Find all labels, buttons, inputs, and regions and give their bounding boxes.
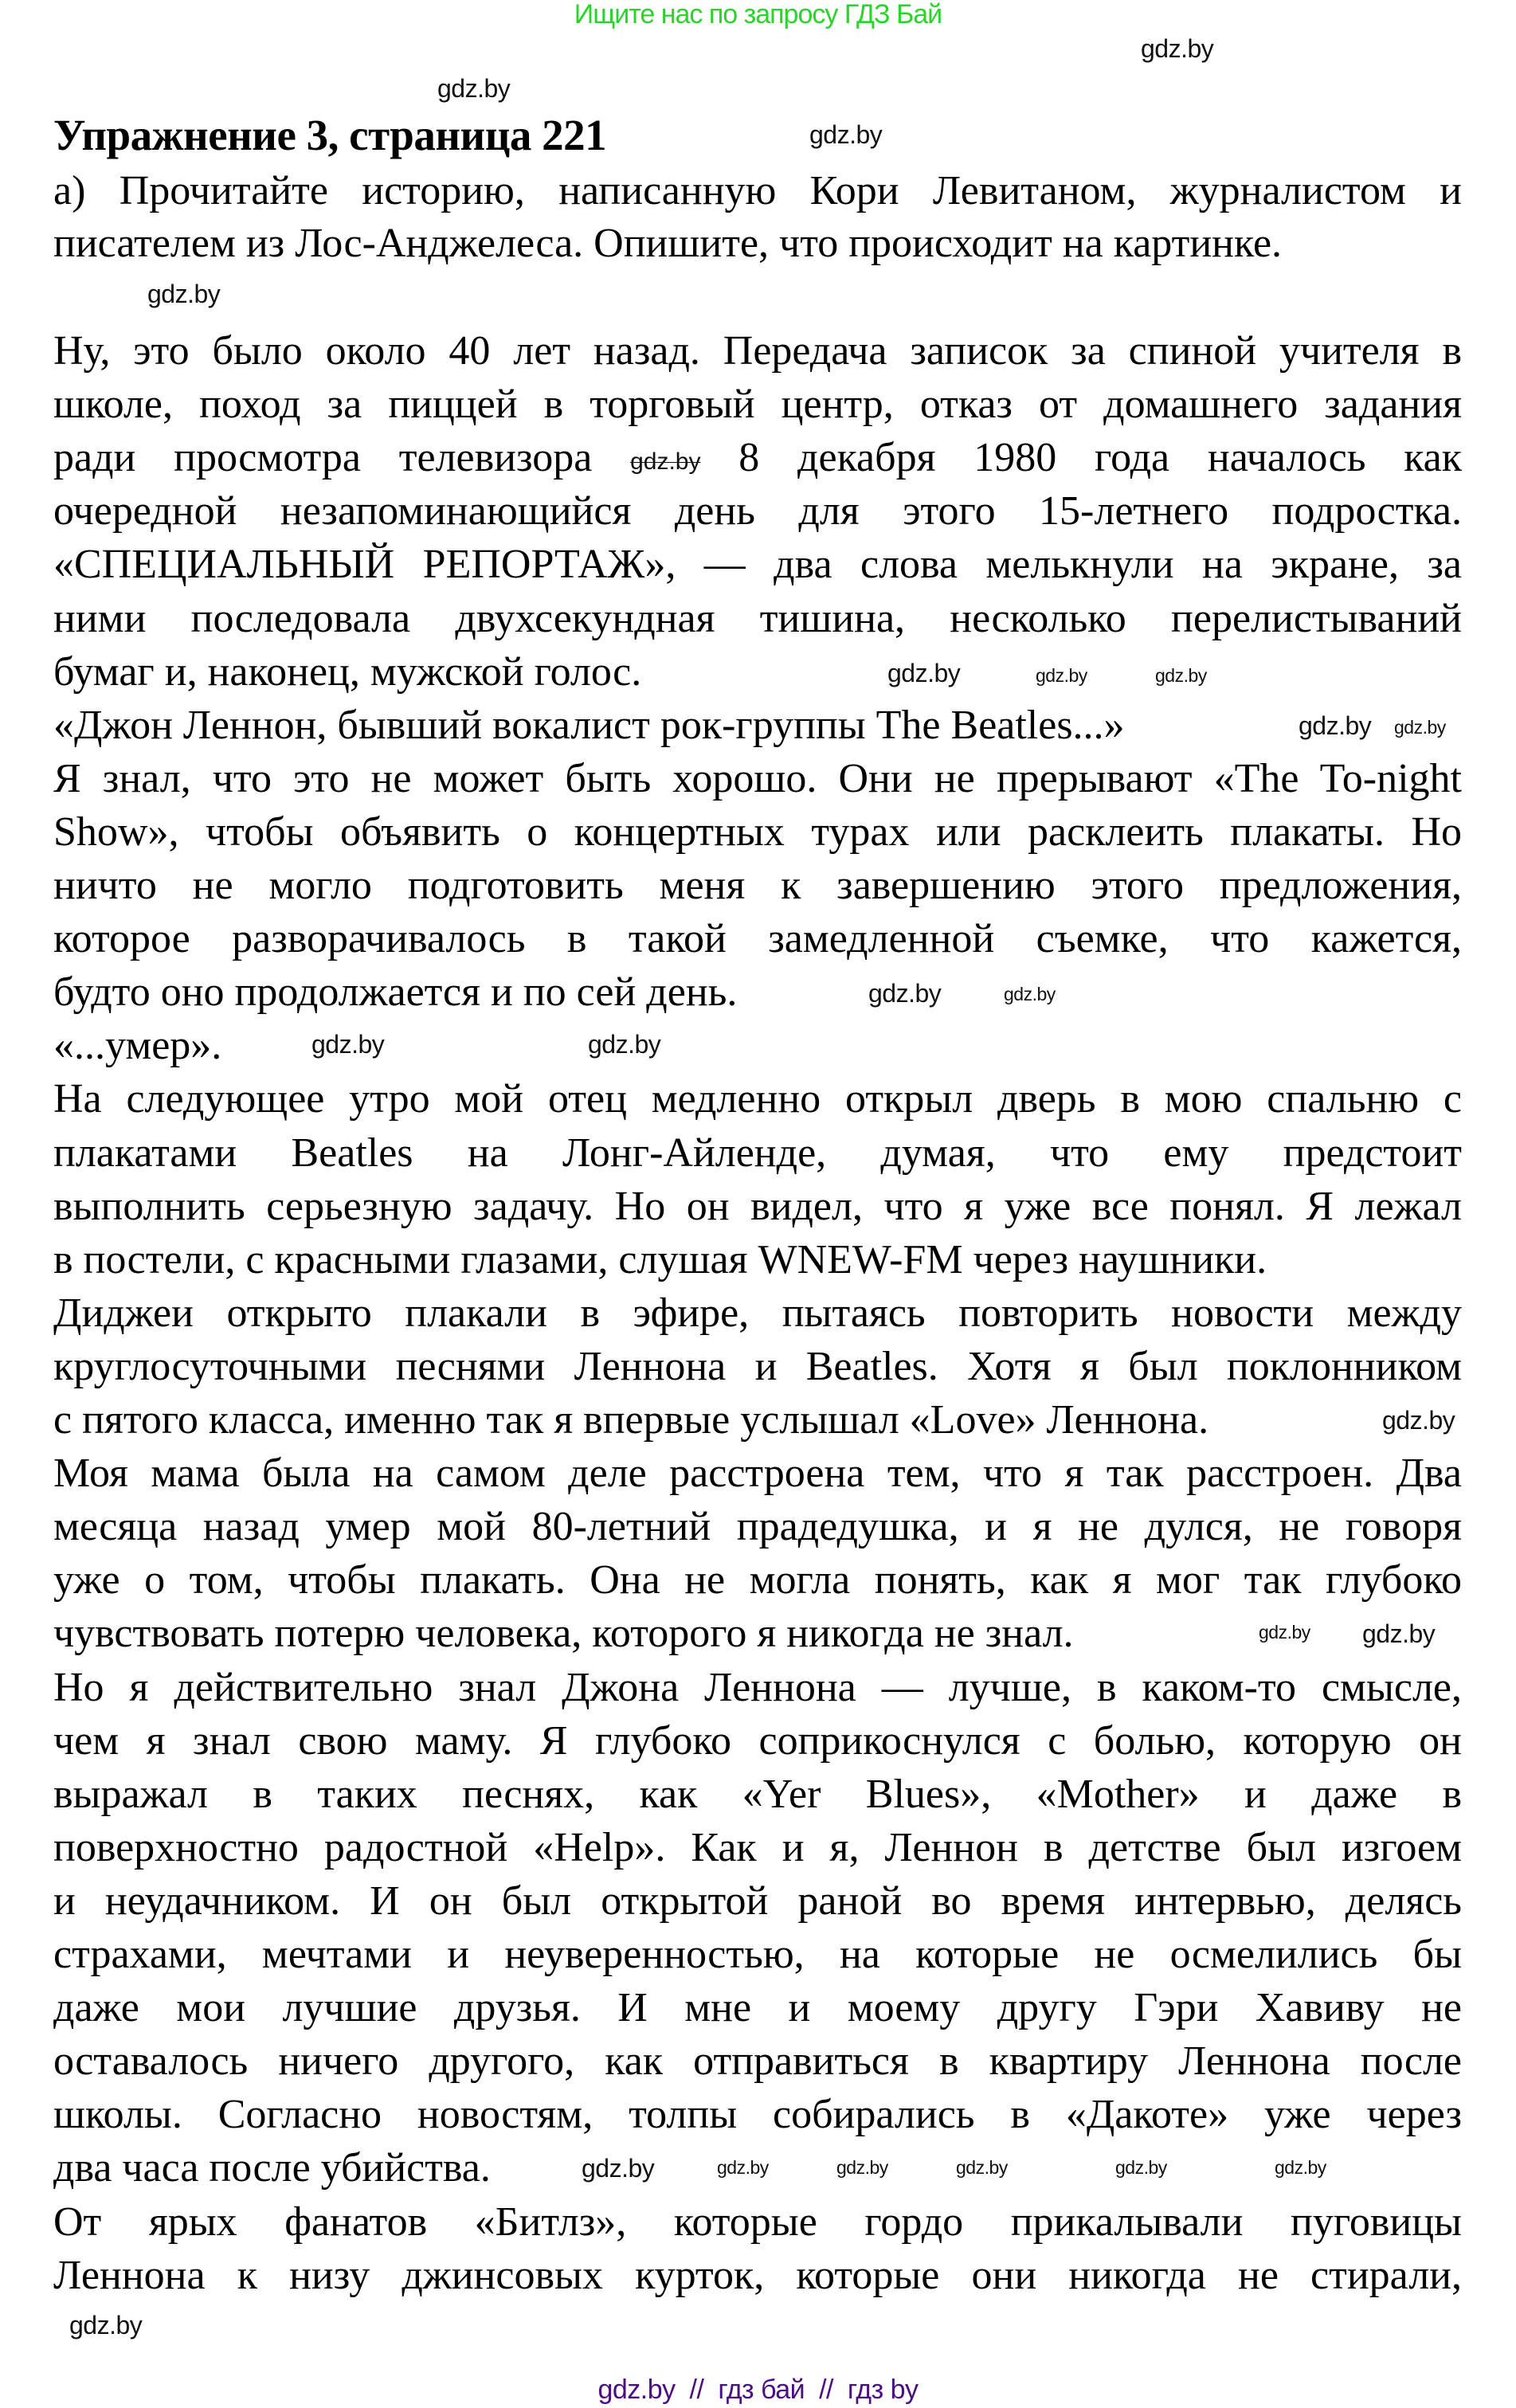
watermark: gdz.by <box>1275 2157 1326 2178</box>
story-line: На следующее утро мой отец медленно открыл дверь в мою спальню с <box>53 1076 1462 1122</box>
story-line: страхами, мечтами и неуверенностью, на которые не осмелились бы <box>53 1932 1462 1977</box>
watermark: gdz.by <box>836 2157 888 2178</box>
watermark: gdz.by <box>809 120 883 149</box>
page-title: Упражнение 3, страница 221 <box>53 111 607 159</box>
story-line: От ярых фанатов «Битлз», которые гордо прикалывали пуговицы <box>53 2199 1462 2245</box>
watermark: gdz.by <box>1259 1622 1310 1643</box>
watermark: gdz.by <box>69 2311 143 2339</box>
watermark: gdz.by <box>717 2157 769 2178</box>
watermark: gdz.by <box>630 448 701 475</box>
watermark: gdz.by <box>956 2157 1008 2178</box>
text-segment: ради просмотра телевизора <box>53 435 593 480</box>
watermark: gdz.by <box>1382 1406 1455 1435</box>
story-line: Леннона к низу джинсовых курток, которые они никогда не стирали, <box>53 2253 1462 2298</box>
story-line: бумаг и, наконец, мужской голос. <box>53 649 642 695</box>
story-line: школы. Согласно новостям, толпы собирались в «Дакоте» уже через <box>53 2092 1462 2137</box>
story-line: два часа после убийства. <box>53 2145 491 2191</box>
story-line: будто оно продолжается и по сей день. <box>53 969 738 1015</box>
story-line: плакатами Beatles на Лонг-Айленде, думая, что ему предстоит <box>53 1130 1462 1176</box>
story-line: Но я действительно знал Джона Леннона — лучше, в каком-то смысле, <box>53 1665 1462 1710</box>
footer-links: gdz.by // гдз бай // гдз by <box>597 2375 919 2405</box>
story-line: чем я знал свою маму. Я глубоко соприкоснулся с болью, которую он <box>53 1718 1462 1764</box>
story-line: «...умер». <box>53 1023 222 1068</box>
task-line: а) Прочитайте историю, написанную Кори Левитаном, журналистом и <box>53 168 1462 213</box>
watermark: gdz.by <box>1394 717 1446 738</box>
story-line: круглосуточными песнями Леннона и Beatles. Хотя я был поклонником <box>53 1344 1462 1389</box>
story-line: и неудачником. И он был открытой раной во время интервью, делясь <box>53 1878 1462 1924</box>
story-line <box>53 431 1462 488</box>
story-line: поверхностно радостной «Help». Как и я, Леннон в детстве был изгоем <box>53 1825 1462 1870</box>
watermark: gdz.by <box>1141 34 1214 63</box>
watermark: gdz.by <box>1115 2157 1167 2178</box>
story-line: Диджеи открыто плакали в эфире, пытаясь повторить новости между <box>53 1290 1462 1336</box>
story-line: оставалось ничего другого, как отправиться в квартиру Леннона после <box>53 2038 1462 2084</box>
story-line: в постели, с красными глазами, слушая WNEW-FM через наушники. <box>53 1237 1267 1282</box>
task-line: писателем из Лос-Анджелеса. Опишите, что происходит на картинке. <box>53 221 1283 266</box>
watermark: gdz.by <box>1299 711 1372 740</box>
story-line: уже о том, чтобы плакать. Она не могла понять, как я мог так глубоко <box>53 1557 1462 1603</box>
watermark: gdz.by <box>1362 1619 1436 1648</box>
story-line: которое разворачивалось в такой замедленной съемке, что кажется, <box>53 916 1462 961</box>
story-line: ними последовала двухсекундная тишина, несколько перелистываний <box>53 596 1462 641</box>
story-line: чувствовать потерю человека, которого я никогда не знал. <box>53 1611 1074 1656</box>
watermark: gdz.by <box>868 979 942 1008</box>
watermark: gdz.by <box>311 1030 385 1059</box>
watermark: gdz.by <box>582 2154 655 2183</box>
text-segment: 8 декабря 1980 года началось как <box>738 435 1463 480</box>
story-line: выполнить серьезную задачу. Но он видел, что я уже все понял. Я лежал <box>53 1184 1462 1229</box>
story-line: очередной незапоминающийся день для этого 15-летнего подростка. <box>53 488 1462 534</box>
story-line: «Джон Леннон, бывший вокалист рок-группы The Beatles...» <box>53 703 1125 748</box>
watermark: gdz.by <box>588 1030 661 1059</box>
story-line: Моя мама была на самом деле расстроена тем, что я так расстроен. Два <box>53 1451 1462 1496</box>
watermark: gdz.by <box>1155 665 1207 686</box>
story-line: Ну, это было около 40 лет назад. Передача записок за спиной учителя в <box>53 328 1462 374</box>
story-line: Show», чтобы объявить о концертных турах или расклеить плакаты. Но <box>53 809 1462 855</box>
story-line: месяца назад умер мой 80-летний прадедушка, и я не дулся, не говоря <box>53 1504 1462 1549</box>
story-line: Я знал, что это не может быть хорошо. Они не прерывают «The To-night <box>53 756 1462 801</box>
story-line: выражал в таких песнях, как «Yer Blues», «Mother» и даже в <box>53 1772 1462 1817</box>
watermark: gdz.by <box>437 74 511 103</box>
story-line: ничто не могло подготовить меня к завершению этого предложения, <box>53 863 1462 908</box>
watermark: gdz.by <box>1004 984 1056 1004</box>
watermark: gdz.by <box>1036 665 1087 686</box>
search-hint-banner: Ищите нас по запросу ГДЗ Бай <box>574 0 942 29</box>
story-line: с пятого класса, именно так я впервые услышал «Love» Леннона. <box>53 1397 1209 1443</box>
story-line: школе, поход за пиццей в торговый центр, отказ от домашнего задания <box>53 382 1462 427</box>
story-line: «СПЕЦИАЛЬНЫЙ РЕПОРТАЖ», — два слова мелькнули на экране, за <box>53 542 1462 587</box>
watermark: gdz.by <box>887 659 961 687</box>
watermark: gdz.by <box>147 280 221 308</box>
story-line: даже мои лучшие друзья. И мне и моему другу Гэри Хавиву не <box>53 1985 1462 2030</box>
